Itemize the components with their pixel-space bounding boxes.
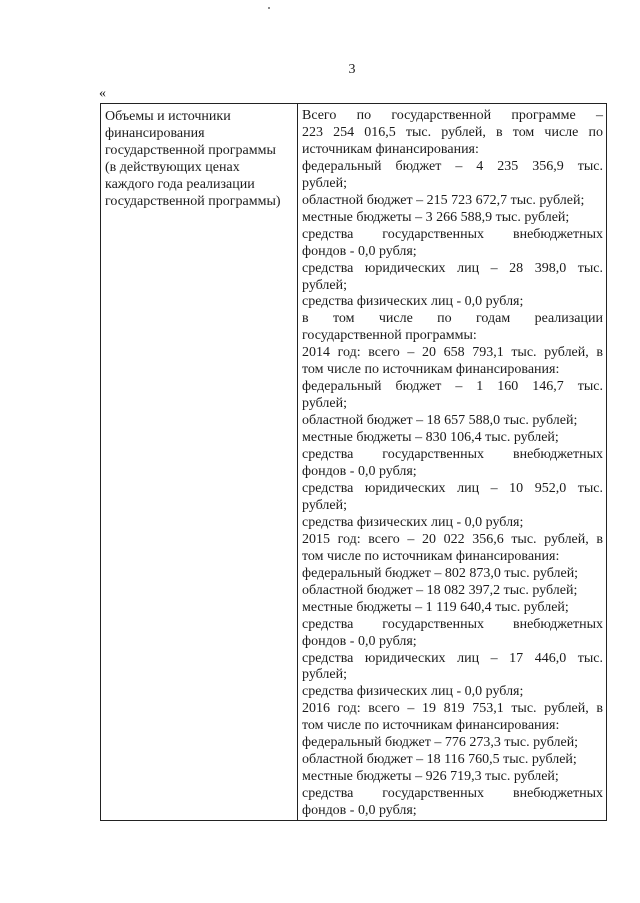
text-line: местные бюджеты – 926 719,3 тыс. рублей; [302,769,559,785]
text-line: том числе по источникам финансирования: [302,548,560,564]
text-line: областной бюджет – 18 657 588,0 тыс. рублей; [302,413,578,429]
text-line: местные бюджеты – 3 266 588,9 тыс. рублей; [302,209,570,225]
scan-speck [268,7,270,9]
text-line: областной бюджет – 215 723 672,7 тыс. рублей; [302,192,585,208]
text-line: средства физических лиц - 0,0 рубля; [302,294,524,310]
regional-budget-paragraph [302,193,603,210]
text-line: фондов - 0,0 рубля; [302,633,417,649]
legal-entities-paragraph [302,261,603,295]
funding-table [100,103,607,821]
regional-budget-paragraph [302,752,603,769]
text-line: рублей; [302,277,347,293]
text-line: Всего по государственной программе – [302,108,603,123]
text-line: средства юридических лиц – 10 952,0 тыс. [302,480,603,496]
extrabudgetary-funds-paragraph [302,617,603,651]
opening-quote-mark: « [99,86,106,101]
text-line: средства физических лиц - 0,0 рубля; [302,684,524,700]
text-line: 2015 год: всего – 20 022 356,6 тыс. рублей, в [302,531,603,547]
label-line: Объемы и источники [105,109,231,124]
label-line: государственной программы [105,143,276,158]
text-line: фондов - 0,0 рубля; [302,803,417,819]
text-line: рублей; [302,175,347,191]
text-line: том числе по источникам финансирования: [302,362,560,378]
legal-entities-paragraph [302,481,603,515]
year-2014-total-paragraph [302,345,603,379]
text-line: местные бюджеты – 830 106,4 тыс. рублей; [302,430,559,446]
extrabudgetary-funds-paragraph [302,447,603,481]
individuals-paragraph [302,515,603,532]
text-line: средства юридических лиц – 28 398,0 тыс. [302,260,603,276]
regional-budget-paragraph [302,583,603,600]
text-line: государственной программы: [302,328,477,344]
extrabudgetary-funds-paragraph [302,227,603,261]
label-line: каждого года реализации [105,177,255,192]
page-number: 3 [348,62,356,77]
text-line: областной бюджет – 18 082 397,2 тыс. рублей; [302,582,578,598]
local-budgets-paragraph [302,430,603,447]
legal-entities-paragraph [302,651,603,685]
text-line: источникам финансирования: [302,141,479,157]
text-line: фондов - 0,0 рубля; [302,464,417,480]
text-line: федеральный бюджет – 1 160 146,7 тыс. [302,379,603,395]
text-line: местные бюджеты – 1 119 640,4 тыс. рублей; [302,599,569,615]
local-budgets-paragraph [302,600,603,617]
federal-budget-paragraph [302,735,603,752]
text-line: 223 254 016,5 тыс. рублей, в том числе по [302,124,603,140]
text-line: федеральный бюджет – 776 273,3 тыс. рублей; [302,735,579,751]
text-line: том числе по источникам финансирования: [302,718,560,734]
text-line: средства государственных внебюджетных [302,616,603,632]
text-line: рублей; [302,396,347,412]
local-budgets-paragraph [302,210,603,227]
funding-details-cell [297,104,606,820]
text-line: областной бюджет – 18 116 760,5 тыс. рублей; [302,752,577,768]
regional-budget-paragraph [302,413,603,430]
text-line: 2014 год: всего – 20 658 793,1 тыс. рублей, в [302,345,603,361]
text-line: средства государственных внебюджетных [302,447,603,463]
federal-budget-paragraph [302,566,603,583]
label-line: финансирования [105,126,205,141]
text-line: в том числе по годам реализации [302,311,603,327]
text-line: федеральный бюджет – 802 873,0 тыс. рублей; [302,565,579,581]
individuals-paragraph [302,294,603,311]
year-2015-total-paragraph [302,532,603,566]
text-line: фондов - 0,0 рубля; [302,243,417,259]
federal-budget-paragraph [302,159,603,193]
extrabudgetary-funds-paragraph [302,786,603,820]
label-cell [101,104,297,820]
local-budgets-paragraph [302,769,603,786]
total-funding-paragraph [302,108,603,159]
text-line: средства государственных внебюджетных [302,786,603,802]
by-year-intro-paragraph [302,311,603,345]
text-line: 2016 год: всего – 19 819 753,1 тыс. рублей, в [302,701,603,717]
federal-budget-paragraph [302,379,603,413]
text-line: средства государственных внебюджетных [302,226,603,242]
text-line: средства физических лиц - 0,0 рубля; [302,514,524,530]
year-2016-total-paragraph [302,701,603,735]
label-line: (в действующих ценах [105,160,240,175]
text-line: средства юридических лиц – 17 446,0 тыс. [302,650,603,666]
individuals-paragraph [302,684,603,701]
text-line: федеральный бюджет – 4 235 356,9 тыс. [302,158,603,174]
label-line: государственной программы) [105,194,281,209]
text-line: рублей; [302,667,347,683]
text-line: рублей; [302,497,347,513]
